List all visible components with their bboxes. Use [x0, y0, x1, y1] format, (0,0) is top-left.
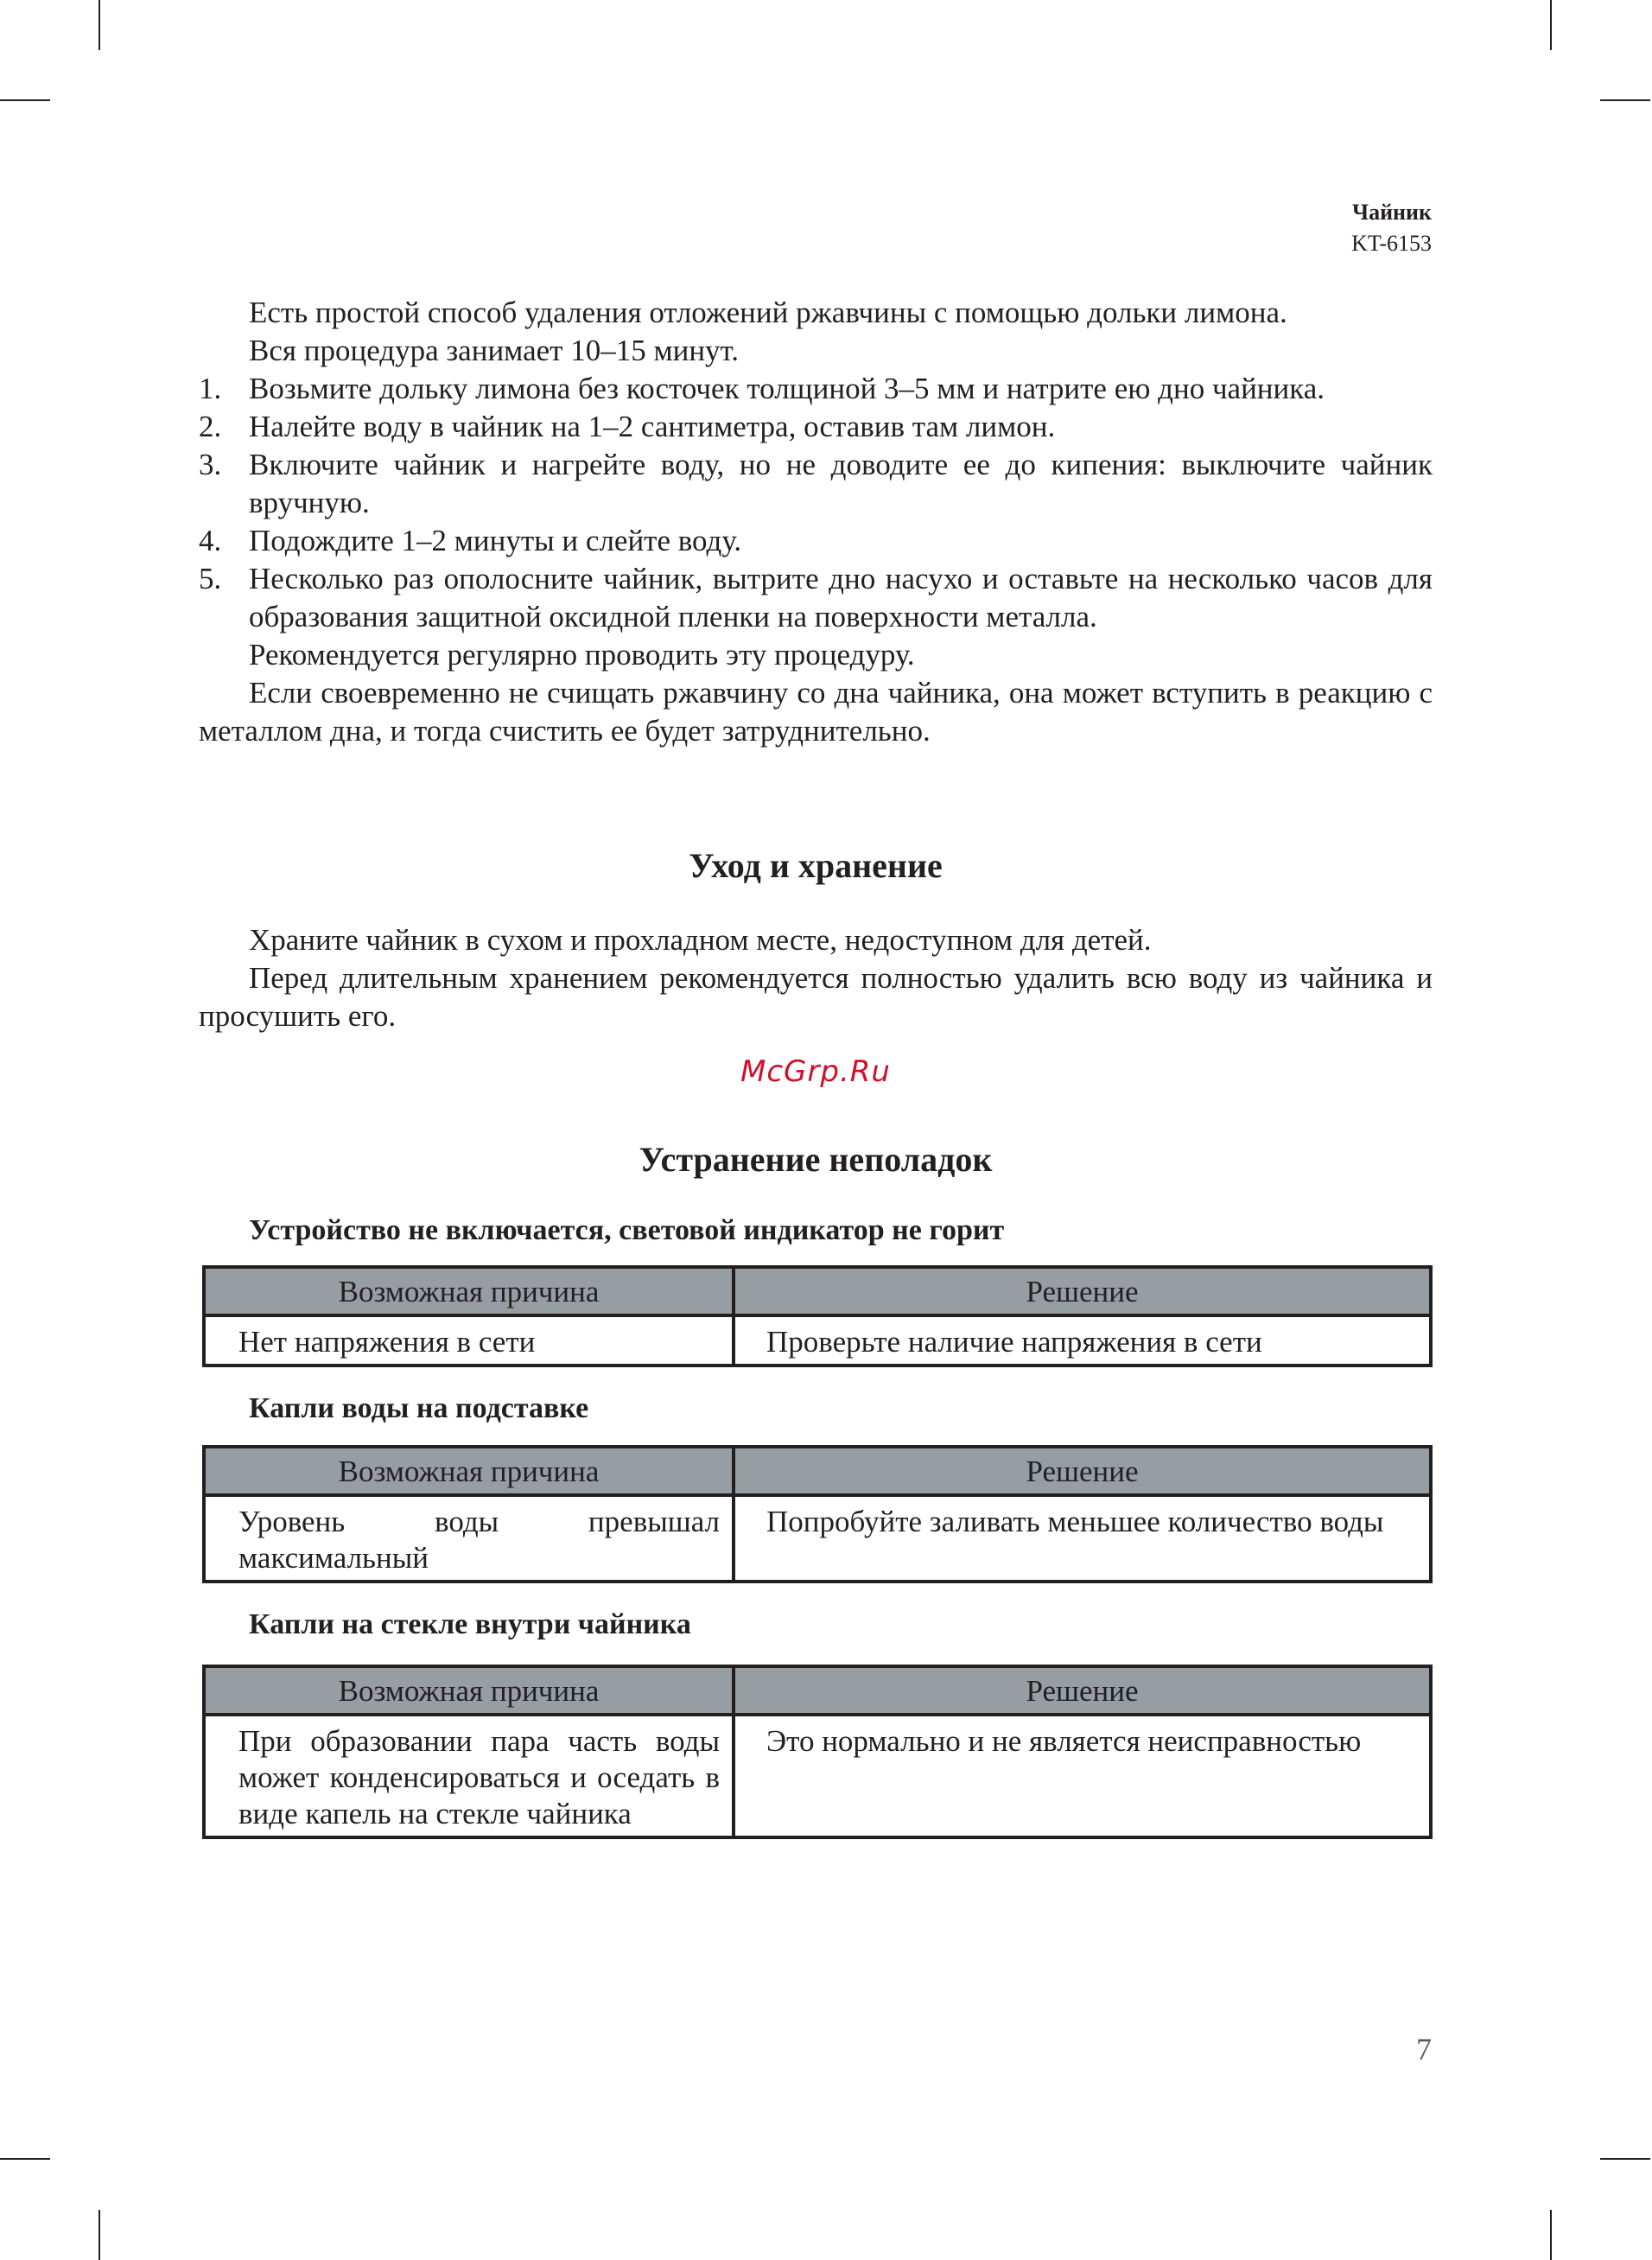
intro-line: Есть простой способ удаления отложений ржавчины с помощью дольки лимона.	[249, 296, 1287, 329]
problem-title: Капли воды на подставке	[249, 1392, 589, 1424]
troubleshooting-table	[202, 1445, 1433, 1583]
care-paragraph: Перед длительным хранением рекомендуется полностью удалить всю воду из чайника и просушить его.	[199, 961, 1433, 1033]
header-product: Чайник	[1351, 200, 1432, 225]
watermark: McGrp.Ru	[740, 1054, 891, 1089]
crop-mark	[1550, 0, 1552, 50]
crop-mark	[1600, 99, 1650, 101]
list-item: 3. Включите чайник и нагрейте воду, но не доводите ее до кипения: выключите чайник вручную.	[199, 448, 1433, 519]
table-row	[204, 1715, 1431, 1837]
intro-block	[199, 294, 1433, 370]
procedure-steps	[199, 370, 1433, 636]
cause-cell: Уровень воды превышал максимальный	[204, 1495, 734, 1582]
crop-mark	[1600, 2158, 1650, 2160]
page-content	[199, 294, 1433, 1839]
cause-cell: При образовании пара часть воды может конденсироваться и оседать в виде капель на стекле чайника	[204, 1715, 734, 1837]
care-title: Уход и хранение	[689, 846, 943, 885]
table-row	[204, 1315, 1431, 1366]
table-row	[204, 1495, 1431, 1582]
column-header-solution: Решение	[734, 1267, 1431, 1315]
crop-mark	[1550, 2210, 1552, 2260]
crop-mark	[98, 0, 100, 50]
warning-text: Если своевременно не счищать ржавчину со дна чайника, она может вступить в реакцию с металлом дна, и тогда счистить ее будет затруднительно.	[199, 676, 1433, 748]
intro-line: Вся процедура занимает 10–15 минут.	[249, 334, 739, 367]
solution-cell: Проверьте наличие напряжения в сети	[734, 1315, 1431, 1366]
header-model: KT-6153	[1351, 231, 1432, 256]
column-header-cause: Возможная причина	[204, 1447, 734, 1495]
list-item: 4. Подождите 1–2 минуты и слейте воду.	[199, 524, 742, 557]
list-item: 1. Возьмите дольку лимона без косточек толщиной 3–5 мм и натрите ею дно чайника.	[199, 372, 1325, 405]
solution-cell: Это нормально и не является неисправностью	[734, 1715, 1431, 1837]
list-item: 5. Несколько раз ополосните чайник, вытрите дно насухо и оставьте на несколько часов для образования защитной оксидной пленки на поверхности металла.	[199, 562, 1433, 633]
crop-mark	[98, 2210, 100, 2260]
page-number: 7	[1416, 2032, 1432, 2066]
troubleshooting-table	[202, 1265, 1433, 1367]
column-header-solution: Решение	[734, 1666, 1431, 1715]
cause-cell: Нет напряжения в сети	[204, 1315, 734, 1366]
troubleshooting-table	[202, 1665, 1433, 1839]
problem-title: Устройство не включается, световой индикатор не горит	[249, 1214, 1005, 1246]
column-header-cause: Возможная причина	[204, 1666, 734, 1715]
care-paragraph: Храните чайник в сухом и прохладном месте, недоступном для детей.	[249, 923, 1152, 957]
crop-mark	[0, 2158, 50, 2160]
column-header-solution: Решение	[734, 1447, 1431, 1495]
running-header	[1351, 197, 1432, 259]
problem-title: Капли на стекле внутри чайника	[249, 1608, 691, 1640]
solution-cell: Попробуйте заливать меньшее количество воды	[734, 1495, 1431, 1582]
recommend-text: Рекомендуется регулярно проводить эту процедуру.	[249, 638, 915, 672]
list-item: 2. Налейте воду в чайник на 1–2 сантиметра, оставив там лимон.	[199, 410, 1056, 443]
column-header-cause: Возможная причина	[204, 1267, 734, 1315]
troubleshooting-title: Устранение неполадок	[639, 1140, 993, 1179]
crop-mark	[0, 99, 50, 101]
